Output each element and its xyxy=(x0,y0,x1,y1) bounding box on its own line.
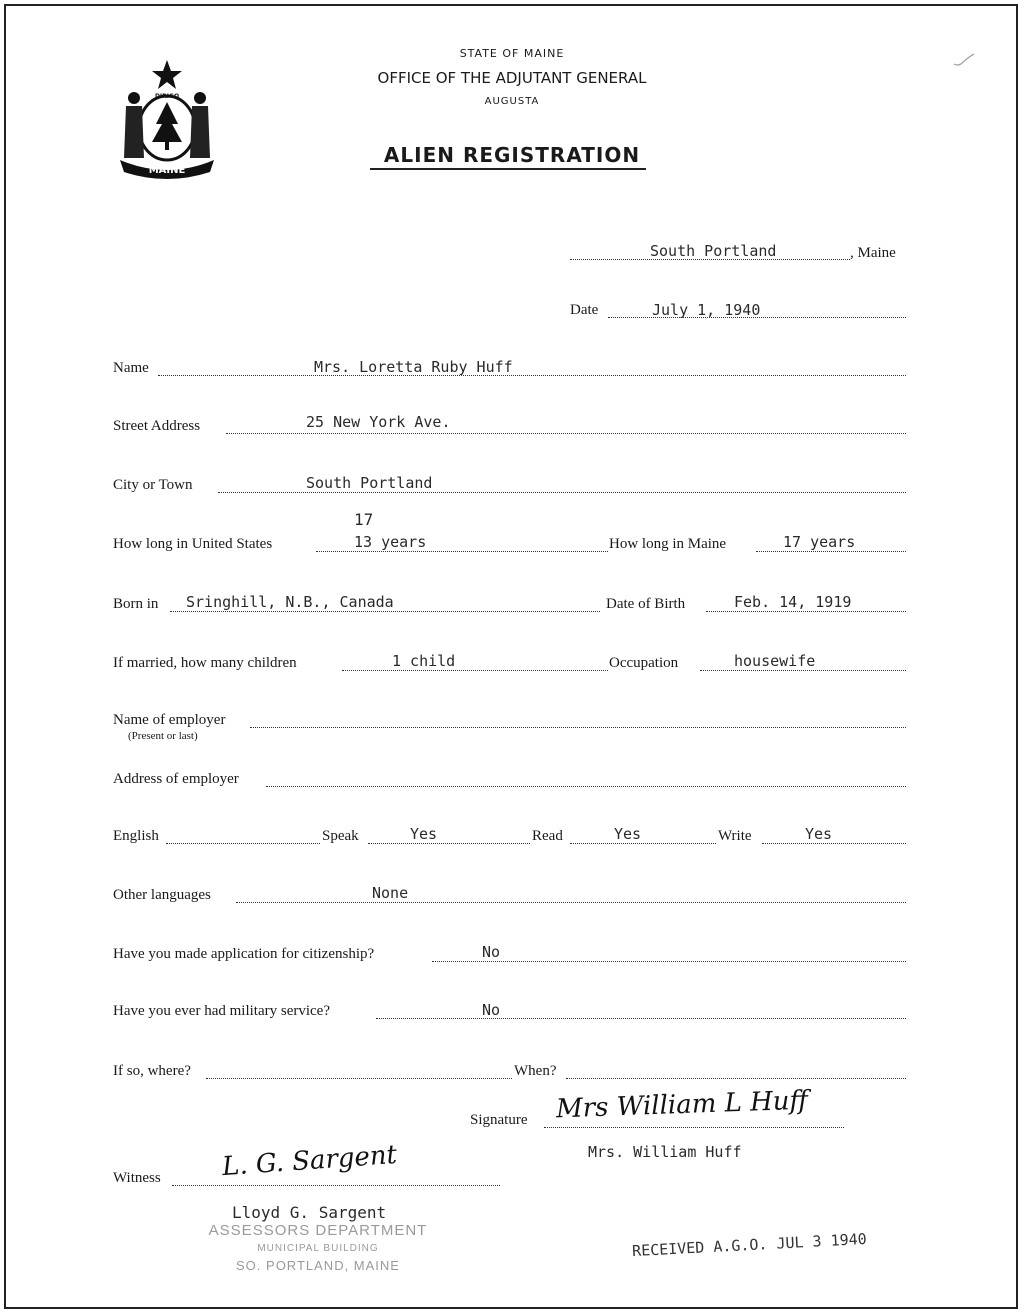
children-value: 1 child xyxy=(392,652,456,670)
occupation-line xyxy=(700,670,906,671)
city-value: South Portland xyxy=(306,474,433,492)
dob-line xyxy=(706,611,906,612)
read-value: Yes xyxy=(614,825,642,843)
other-languages-line xyxy=(236,902,906,903)
occupation-label: Occupation xyxy=(609,655,679,671)
page-title: ALIEN REGISTRATION xyxy=(383,143,641,167)
write-value: Yes xyxy=(805,825,833,843)
city-label: City or Town xyxy=(113,477,193,493)
born-value: Sringhill, N.B., Canada xyxy=(186,593,394,611)
dob-label: Date of Birth xyxy=(606,596,686,612)
employer-label: Name of employer xyxy=(113,712,226,728)
read-line xyxy=(570,843,716,844)
employer-line xyxy=(250,727,906,728)
english-line xyxy=(166,843,320,844)
witness-typed: Lloyd G. Sargent xyxy=(232,1203,387,1222)
speak-label: Speak xyxy=(322,828,359,844)
when-line xyxy=(566,1078,906,1079)
years-us-value: 13 years xyxy=(354,533,427,551)
signature-script: Mrs William L Huff xyxy=(555,1085,809,1125)
years-us-label: How long in United States xyxy=(113,536,273,552)
read-label: Read xyxy=(532,828,563,844)
citizenship-label: Have you made application for citizenship? xyxy=(113,946,375,962)
date-value: July 1, 1940 xyxy=(652,301,761,319)
employer-address-label: Address of employer xyxy=(113,771,239,787)
military-line xyxy=(376,1018,906,1019)
signature-typed: Mrs. William Huff xyxy=(588,1143,742,1161)
city-line xyxy=(218,492,906,493)
born-line xyxy=(170,611,600,612)
other-languages-value: None xyxy=(372,884,409,902)
other-languages-label: Other languages xyxy=(113,887,211,903)
years-maine-label: How long in Maine xyxy=(609,536,727,552)
header-state: STATE OF MAINE xyxy=(459,47,565,60)
signature-line xyxy=(544,1127,844,1128)
name-line xyxy=(158,375,906,376)
write-line xyxy=(762,843,906,844)
years-maine-line xyxy=(756,551,906,552)
english-label: English xyxy=(113,828,159,844)
occupation-value: housewife xyxy=(734,652,816,670)
military-label: Have you ever had military service? xyxy=(113,1003,330,1019)
stamp-line-2: MUNICIPAL BUILDING xyxy=(257,1243,379,1254)
name-value: Mrs. Loretta Ruby Huff xyxy=(314,358,513,376)
street-line xyxy=(226,433,906,434)
years-us-line xyxy=(316,551,608,552)
name-label: Name xyxy=(113,360,149,376)
when-label: When? xyxy=(514,1063,557,1079)
stamp-line-3: SO. PORTLAND, MAINE xyxy=(236,1258,400,1273)
header-city: AUGUSTA xyxy=(484,96,540,107)
speak-line xyxy=(368,843,530,844)
received-stamp: RECEIVED A.G.O. JUL 3 1940 xyxy=(631,1229,868,1261)
citizenship-value: No xyxy=(482,943,501,961)
stamp-line-1: ASSESSORS DEPARTMENT xyxy=(208,1222,428,1239)
employer-sublabel: (Present or last) xyxy=(128,730,198,742)
where-line xyxy=(206,1078,512,1079)
children-label: If married, how many children xyxy=(113,655,297,671)
witness-label: Witness xyxy=(113,1170,161,1186)
citizenship-line xyxy=(432,961,906,962)
witness-line xyxy=(172,1185,500,1186)
speak-value: Yes xyxy=(410,825,438,843)
check-mark-icon xyxy=(952,52,976,73)
military-value: No xyxy=(482,1001,501,1019)
date-label: Date xyxy=(570,302,599,318)
employer-address-line xyxy=(266,786,906,787)
place-value: South Portland xyxy=(650,242,777,260)
place-suffix: , Maine xyxy=(850,245,896,261)
years-maine-value: 17 years xyxy=(783,533,856,551)
street-label: Street Address xyxy=(113,418,201,434)
where-label: If so, where? xyxy=(113,1063,191,1079)
dob-value: Feb. 14, 1919 xyxy=(734,593,852,611)
signature-label: Signature xyxy=(470,1112,528,1128)
svg-text:MAINE: MAINE xyxy=(148,165,186,176)
write-label: Write xyxy=(718,828,752,844)
svg-text:DIRIGO: DIRIGO xyxy=(154,93,180,100)
years-us-correction: 17 xyxy=(354,510,374,529)
born-label: Born in xyxy=(113,596,159,612)
title-underline xyxy=(370,168,646,170)
witness-script: L. G. Sargent xyxy=(221,1139,398,1183)
header-office: OFFICE OF THE ADJUTANT GENERAL xyxy=(377,69,647,87)
children-line xyxy=(342,670,608,671)
street-value: 25 New York Ave. xyxy=(306,413,451,431)
